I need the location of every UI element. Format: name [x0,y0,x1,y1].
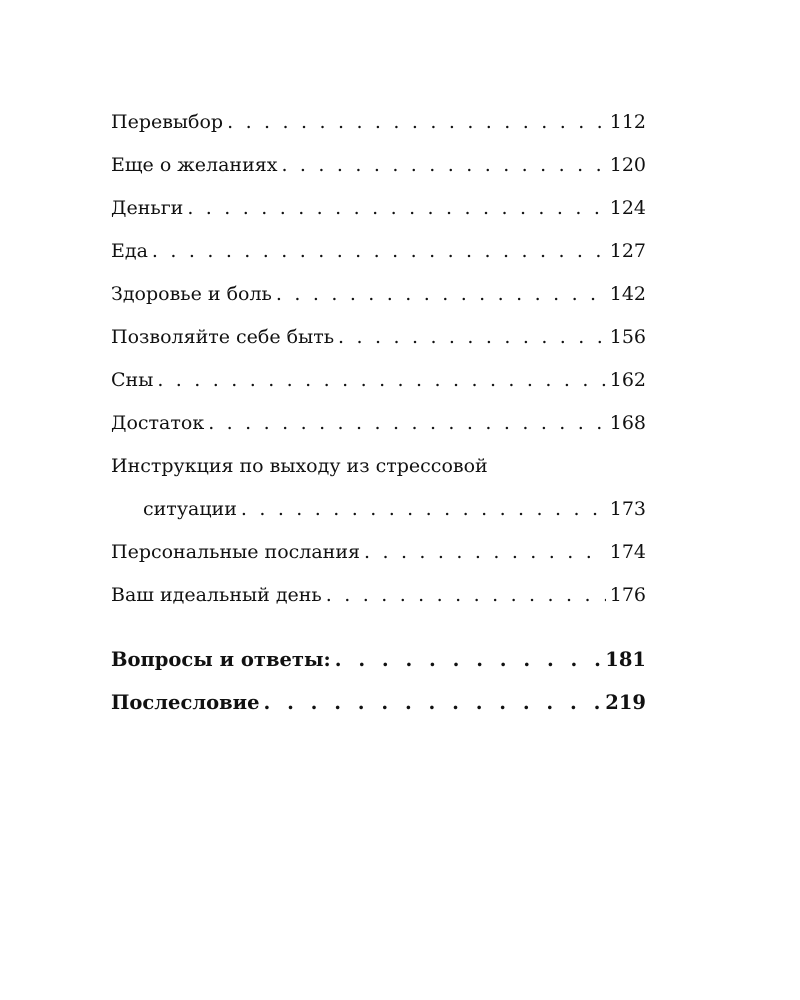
toc-entry-title: Еще о желаниях [111,154,278,176]
toc-entry-page: 162 [609,369,646,391]
toc-entry-page: 127 [609,240,646,262]
section-gap [111,617,646,638]
toc-entry-page: 176 [609,584,646,606]
dot-leader [326,574,606,617]
dot-leader [335,638,602,681]
toc-entry-bold[interactable] [111,638,646,681]
toc-entry[interactable] [111,230,646,273]
dot-leader [264,681,602,724]
toc-entry-page: 174 [609,541,646,563]
toc-entry-title: Послесловие [111,691,260,714]
toc-entry-title: Позволяйте себе быть [111,326,335,348]
dot-leader [364,531,606,574]
toc-entry-page: 173 [609,498,646,520]
toc-entry-multiline[interactable] [111,445,646,488]
toc-entry-title: Персональные послания [111,541,360,563]
dot-leader [276,273,606,316]
toc-entry-title: Достаток [111,412,205,434]
toc-entry[interactable] [111,531,646,574]
toc-entry-title: Деньги [111,197,184,219]
dot-leader [208,402,606,445]
toc-entry-bold[interactable] [111,681,646,724]
toc-entry[interactable] [111,187,646,230]
dot-leader [152,230,606,273]
dot-leader [338,316,606,359]
toc-entry[interactable] [111,402,646,445]
toc-entry-continuation[interactable] [111,488,646,531]
toc-entry-page: 168 [609,412,646,434]
dot-leader [241,488,606,531]
table-of-contents [111,101,646,724]
toc-entry[interactable] [111,101,646,144]
toc-entry-page: 181 [605,648,646,671]
toc-entry-page: 219 [605,691,646,714]
toc-entry-page: 120 [609,154,646,176]
dot-leader [157,359,605,402]
toc-entry-title: Вопросы и ответы: [111,648,331,671]
toc-entry-title: Сны [111,369,154,391]
toc-entry[interactable] [111,359,646,402]
toc-entry-title: Перевыбор [111,111,224,133]
dot-leader [281,144,605,187]
toc-entry-title: Еда [111,240,148,262]
toc-entry-page: 124 [609,197,646,219]
toc-entry[interactable] [111,273,646,316]
toc-entry-title-line1: Инструкция по выходу из стрессовой [111,455,488,477]
dot-leader [227,101,606,144]
toc-entry-title: Здоровье и боль [111,283,272,305]
dot-leader [187,187,605,230]
toc-entry[interactable] [111,316,646,359]
toc-entry[interactable] [111,144,646,187]
toc-entry-page: 142 [609,283,646,305]
toc-entry[interactable] [111,574,646,617]
toc-entry-page: 112 [609,111,646,133]
toc-entry-page: 156 [609,326,646,348]
toc-entry-title: Ваш идеальный день [111,584,322,606]
toc-entry-title-line2: ситуации [143,498,237,520]
